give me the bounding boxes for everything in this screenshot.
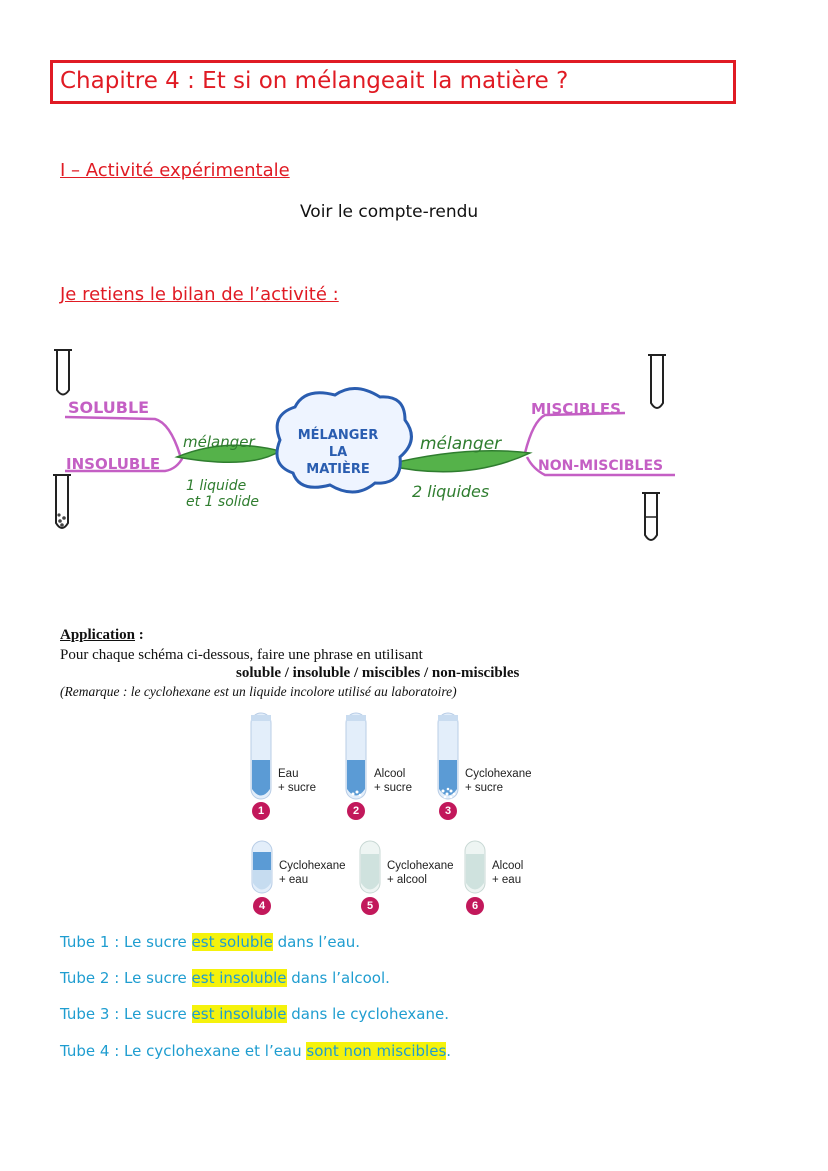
answer-4-before: Tube 4 : Le cyclohexane et l’eau bbox=[60, 1042, 307, 1060]
answer-3-after: dans le cyclohexane. bbox=[286, 1005, 449, 1023]
mindmap-left-sub bbox=[186, 478, 259, 510]
answer-1-highlight: est soluble bbox=[191, 933, 273, 951]
answer-3-highlight: est insoluble bbox=[191, 1005, 287, 1023]
tube-3-badge: 3 bbox=[439, 802, 457, 820]
mindmap-miscibles-label: MISCIBLES bbox=[531, 400, 621, 418]
mindmap-left-sub-line1: 1 liquide bbox=[186, 478, 247, 494]
tube-6-badge: 6 bbox=[466, 897, 484, 915]
test-tube-empty-icon bbox=[54, 350, 72, 395]
mindmap-center-line3: MATIÈRE bbox=[306, 462, 370, 477]
tube-4-label bbox=[279, 859, 345, 887]
tube-1-label bbox=[278, 767, 316, 795]
tube-1-line1: Eau bbox=[278, 768, 299, 780]
tube-2-line1: Alcool bbox=[374, 768, 406, 780]
mindmap-right-sub: 2 liquides bbox=[412, 482, 490, 501]
application-keywords: soluble / insoluble / miscibles / non-miscibles bbox=[236, 665, 520, 681]
answer-1-after: dans l’eau. bbox=[272, 933, 361, 951]
miscibles-branch bbox=[525, 413, 625, 453]
mindmap-right-branch-label: mélanger bbox=[420, 434, 502, 454]
test-tube-solid-icon bbox=[53, 475, 71, 528]
soluble-branch bbox=[65, 417, 180, 455]
tube-3-line2: + sucre bbox=[465, 782, 504, 794]
tube-1-badge: 1 bbox=[252, 802, 270, 820]
tube-5-badge: 5 bbox=[361, 897, 379, 915]
answer-tube-2 bbox=[60, 969, 390, 987]
answer-1-before: Tube 1 : Le sucre bbox=[60, 933, 192, 951]
tube-4-line2: + eau bbox=[279, 874, 309, 886]
tube-5-line1: Cyclohexane bbox=[387, 860, 454, 872]
tube-6-icon bbox=[464, 840, 486, 896]
tube-6-line2: + eau bbox=[492, 874, 522, 886]
mindmap-left-branch-label: mélanger bbox=[183, 433, 255, 451]
tube-4-line1: Cyclohexane bbox=[279, 860, 346, 872]
tube-5-label bbox=[387, 859, 453, 887]
answer-4-highlight: sont non miscibles bbox=[306, 1042, 447, 1060]
application-instruction: Pour chaque schéma ci-dessous, faire une phrase en utilisant bbox=[60, 647, 423, 663]
answer-2-after: dans l’alcool. bbox=[286, 969, 390, 987]
application-label-colon: : bbox=[138, 627, 144, 643]
tube-2-icon bbox=[345, 712, 367, 802]
application-remark: (Remarque : le cyclohexane est un liquide incolore utilisé au laboratoire) bbox=[60, 684, 457, 699]
tube-2-badge: 2 bbox=[347, 802, 365, 820]
application-label-text: Application bbox=[60, 627, 136, 643]
mindmap-center-line1: MÉLANGER bbox=[297, 428, 379, 443]
tube-3-label bbox=[465, 767, 531, 795]
test-tube-miscible-icon bbox=[648, 355, 666, 408]
tube-5-line2: + alcool bbox=[387, 874, 427, 886]
answer-3-before: Tube 3 : Le sucre bbox=[60, 1005, 192, 1023]
application-label bbox=[60, 627, 144, 644]
answer-tube-3 bbox=[60, 1005, 449, 1023]
tube-6-line1: Alcool bbox=[492, 860, 524, 872]
page-title: Chapitre 4 : Et si on mélangeait la matière ? bbox=[60, 68, 569, 94]
answer-4-after: . bbox=[446, 1042, 452, 1060]
answer-tube-1 bbox=[60, 933, 360, 951]
mindmap-left-sub-line2: et 1 solide bbox=[186, 494, 260, 510]
tube-4-badge: 4 bbox=[253, 897, 271, 915]
section2-heading: Je retiens le bilan de l’activité : bbox=[60, 284, 339, 305]
section1-heading: I – Activité expérimentale bbox=[60, 160, 290, 181]
mindmap-soluble-label: SOLUBLE bbox=[68, 398, 150, 417]
mindmap-non-miscibles-label: NON-MISCIBLES bbox=[538, 458, 664, 474]
tube-6-label bbox=[492, 859, 523, 887]
answer-2-highlight: est insoluble bbox=[191, 969, 287, 987]
tube-1-line2: + sucre bbox=[278, 782, 317, 794]
answer-2-before: Tube 2 : Le sucre bbox=[60, 969, 192, 987]
mindmap-center-line2: LA bbox=[328, 445, 348, 460]
tube-4-icon bbox=[251, 840, 273, 896]
tube-3-line1: Cyclohexane bbox=[465, 768, 532, 780]
answer-tube-4 bbox=[60, 1042, 451, 1060]
section1-text: Voir le compte-rendu bbox=[300, 202, 479, 222]
tube-2-label bbox=[374, 767, 412, 795]
test-tube-non-miscible-icon bbox=[642, 493, 660, 540]
mindmap-center-text bbox=[283, 427, 393, 478]
tube-1-icon bbox=[250, 712, 272, 802]
tube-5-icon bbox=[359, 840, 381, 896]
tube-2-line2: + sucre bbox=[374, 782, 413, 794]
mindmap-insoluble-label: INSOLUBLE bbox=[66, 455, 161, 473]
tube-3-icon bbox=[437, 712, 459, 802]
